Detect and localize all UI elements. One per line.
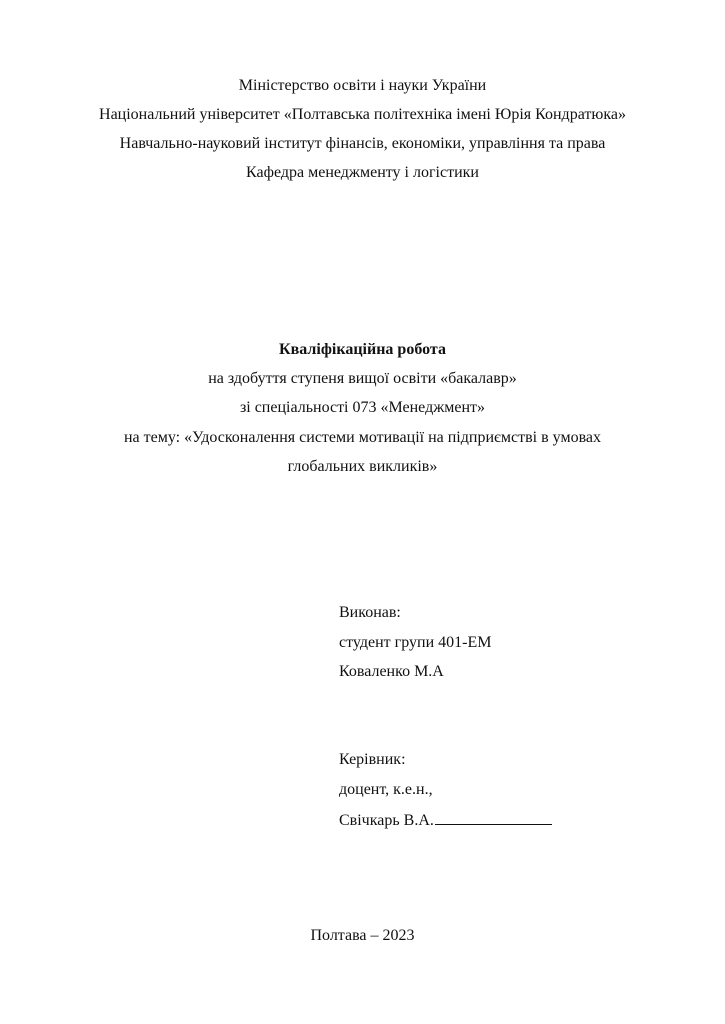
city-year: Полтава – 2023 (310, 927, 415, 944)
document-title: Кваліфікаційна робота (279, 341, 446, 358)
degree-line: на здобуття ступеня вищої освіти «бакалавр» (208, 370, 517, 387)
supervisor-label: Керівник: (339, 751, 406, 768)
institute-line: Навчально-науковий інститут фінансів, економіки, управління та права (119, 135, 606, 152)
topic-line-2: глобальних викликів» (287, 458, 438, 475)
author-name: Коваленко М.А (339, 663, 444, 680)
author-label: Виконав: (339, 604, 401, 621)
author-group: студент групи 401-ЕМ (339, 634, 492, 651)
signature-blank (435, 809, 552, 825)
specialty-line: зі спеціальності 073 «Менеджмент» (239, 399, 486, 416)
university-line: Національний університет «Полтавська політехніка імені Юрія Кондратюка» (99, 106, 626, 123)
topic-line-1: на тему: «Удосконалення системи мотивації на підприємстві в умовах (123, 429, 602, 446)
supervisor-signature-line (339, 809, 552, 831)
supervisor-name: Свічкарь В.А. (339, 812, 434, 829)
department-line: Кафедра менеджменту і логістики (246, 164, 479, 181)
supervisor-position: доцент, к.е.н., (339, 781, 433, 798)
ministry-line: Міністерство освіти і науки України (238, 77, 487, 94)
